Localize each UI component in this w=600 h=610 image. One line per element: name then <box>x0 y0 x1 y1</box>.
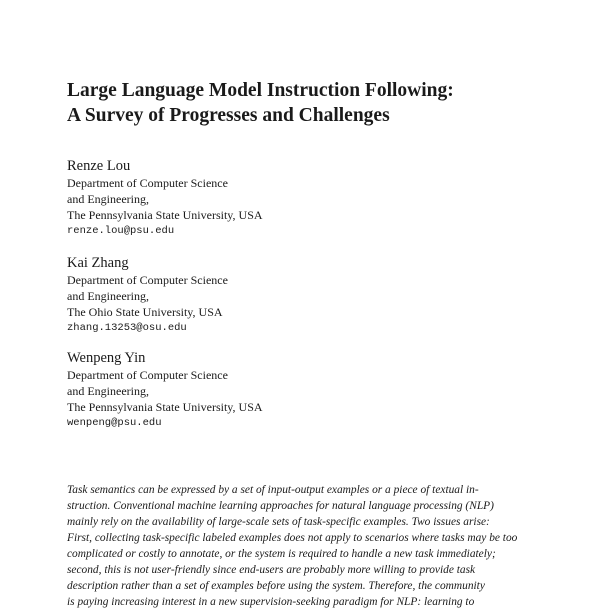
abstract-line: mainly rely on the availability of large-scale sets of task-specific examples. Two issues arise: <box>67 516 490 528</box>
author-department: Department of Computer Science <box>67 273 228 287</box>
abstract-line: second, this is not user-friendly since end-users are probably more willing to provide task <box>67 564 476 576</box>
author-institution: The Pennsylvania State University, USA <box>67 400 263 414</box>
abstract-line: struction. Conventional machine learning approaches for natural language processing (NLP) <box>67 500 494 512</box>
abstract-line: description rather than a set of examples before using the system. Therefore, the community <box>67 580 485 592</box>
author-department-cont: and Engineering, <box>67 384 149 398</box>
abstract <box>67 482 540 610</box>
author-department: Department of Computer Science <box>67 368 228 382</box>
author-institution: The Ohio State University, USA <box>67 305 223 319</box>
author-email: wenpeng@psu.edu <box>67 417 162 429</box>
title-line-1: Large Language Model Instruction Following: <box>67 80 454 101</box>
author-name: Renze Lou <box>67 158 131 174</box>
author-block-3 <box>67 349 547 431</box>
author-block-2 <box>67 254 547 336</box>
paper-title <box>67 78 547 128</box>
author-email: renze.lou@psu.edu <box>67 225 175 237</box>
author-department-cont: and Engineering, <box>67 192 149 206</box>
author-name: Kai Zhang <box>67 255 129 271</box>
author-department-cont: and Engineering, <box>67 289 149 303</box>
abstract-line: First, collecting task-specific labeled examples does not apply to scenarios where tasks may be too <box>67 532 518 544</box>
abstract-line: Task semantics can be expressed by a set of input-output examples or a piece of textual in- <box>67 484 479 496</box>
abstract-line: complicated or costly to annotate, or the system is required to handle a new task immediately; <box>67 548 496 560</box>
author-institution: The Pennsylvania State University, USA <box>67 208 263 222</box>
abstract-line: is paying increasing interest in a new supervision-seeking paradigm for NLP: learning to <box>67 596 475 608</box>
title-line-2: A Survey of Progresses and Challenges <box>67 105 390 126</box>
author-email: zhang.13253@osu.edu <box>67 322 187 334</box>
author-department: Department of Computer Science <box>67 176 228 190</box>
author-name: Wenpeng Yin <box>67 350 146 366</box>
author-block-1 <box>67 157 547 239</box>
